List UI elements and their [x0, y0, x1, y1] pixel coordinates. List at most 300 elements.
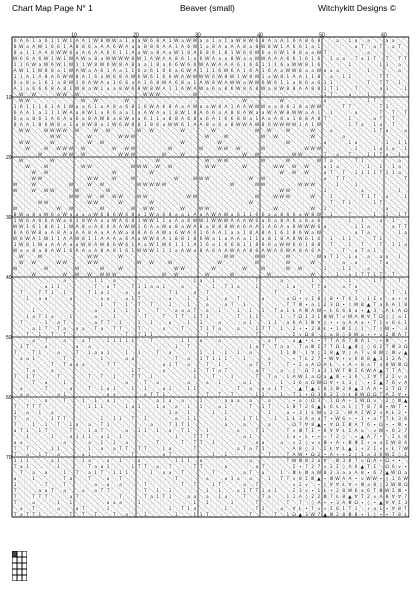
stitch-symbol: 3 — [336, 470, 339, 476]
stitch-symbol: a — [100, 447, 103, 452]
stitch-symbol: 1 — [45, 44, 48, 50]
stitch-symbol: 1 — [69, 314, 72, 320]
stitch-symbol: Ł — [310, 410, 314, 416]
stitch-diagonal — [44, 302, 48, 306]
stitch-symbol: 1 — [125, 68, 128, 74]
stitch-symbol: T — [174, 362, 178, 368]
stitch-symbol: 8 — [82, 236, 85, 242]
stitch-symbol: 1 — [274, 236, 277, 242]
stitch-diagonal — [373, 62, 377, 66]
stitch-symbol: A — [255, 224, 259, 230]
stitch-symbol: T — [360, 272, 364, 278]
stitch-symbol: a — [131, 39, 134, 44]
stitch-symbol: 3 — [379, 356, 382, 362]
stitch-diagonal — [342, 80, 346, 84]
stitch-diagonal — [342, 188, 346, 192]
stitch-symbol: 1 — [51, 290, 54, 296]
stitch-diagonal — [125, 482, 129, 486]
stitch-symbol: v — [404, 297, 407, 302]
stitch-symbol: ▲ — [317, 405, 321, 410]
stitch-diagonal — [75, 386, 79, 390]
stitch-diagonal — [342, 68, 346, 72]
stitch-symbol: a — [255, 441, 258, 446]
stitch-symbol: 2 — [386, 482, 389, 488]
stitch-diagonal — [118, 368, 122, 372]
stitch-diagonal — [329, 284, 333, 288]
stitch-diagonal — [360, 278, 364, 282]
stitch-symbol: a — [76, 363, 79, 368]
stitch-symbol: 7 — [386, 416, 389, 422]
stitch-diagonal — [205, 482, 209, 486]
stitch-symbol: 8 — [262, 122, 265, 128]
stitch-symbol: a — [131, 81, 134, 86]
stitch-symbol: 6 — [373, 470, 376, 476]
stitch-symbol: 6 — [26, 218, 29, 224]
stitch-diagonal — [211, 494, 215, 498]
stitch-diagonal — [273, 380, 277, 384]
stitch-diagonal — [100, 392, 104, 396]
stitch-symbol: 1 — [218, 236, 221, 242]
stitch-diagonal — [168, 134, 172, 138]
stitch-symbol: W — [255, 254, 260, 260]
stitch-diagonal — [348, 206, 352, 210]
stitch-symbol: 1 — [107, 350, 110, 356]
stitch-symbol: A — [107, 230, 111, 236]
stitch-diagonal — [118, 386, 122, 390]
stitch-symbol: 1 — [181, 458, 184, 464]
stitch-symbol: 6 — [299, 380, 302, 386]
stitch-diagonal — [56, 314, 60, 318]
stitch-diagonal — [304, 194, 308, 198]
stitch-symbol: 1 — [386, 356, 389, 362]
stitch-symbol: W — [199, 86, 204, 92]
stitch-diagonal — [63, 266, 67, 270]
stitch-diagonal — [87, 266, 91, 270]
stitch-diagonal — [156, 206, 160, 210]
stitch-symbol: 1 — [373, 152, 376, 158]
stitch-symbol: a — [38, 489, 41, 494]
stitch-diagonal — [255, 410, 259, 414]
stitch-symbol: 6 — [156, 44, 159, 50]
stitch-diagonal — [44, 410, 48, 414]
stitch-symbol: A — [243, 218, 247, 224]
stitch-symbol: A — [162, 50, 166, 56]
stitch-diagonal — [38, 380, 42, 384]
stitch-diagonal — [32, 164, 36, 168]
stitch-symbol: T — [285, 428, 289, 434]
stitch-symbol: a — [57, 453, 60, 458]
stitch-diagonal — [131, 98, 135, 102]
stitch-symbol: a — [181, 39, 184, 44]
stitch-diagonal — [348, 230, 352, 234]
stitch-diagonal — [81, 206, 85, 210]
stitch-symbol: a — [169, 447, 172, 452]
stitch-symbol: 8 — [268, 236, 271, 242]
stitch-symbol: A — [404, 380, 408, 386]
stitch-diagonal — [19, 500, 23, 504]
stitch-diagonal — [360, 86, 364, 90]
stitch-symbol: T — [118, 494, 122, 500]
stitch-symbol: a — [26, 453, 29, 458]
stitch-symbol: 6 — [125, 104, 128, 110]
stitch-symbol: 2 — [336, 410, 339, 416]
stitch-diagonal — [348, 176, 352, 180]
stitch-symbol: 8 — [218, 224, 221, 230]
stitch-diagonal — [38, 140, 42, 144]
stitch-diagonal — [366, 86, 370, 90]
stitch-symbol: 1 — [131, 242, 134, 248]
stitch-symbol: 1 — [51, 56, 54, 62]
stitch-symbol: 1 — [324, 206, 327, 212]
stitch-symbol: a — [237, 399, 240, 404]
stitch-diagonal — [323, 272, 327, 276]
stitch-symbol: A — [138, 242, 142, 248]
stitch-diagonal — [193, 458, 197, 462]
stitch-symbol: T — [87, 290, 91, 296]
stitch-diagonal — [100, 146, 104, 150]
stitch-symbol: W — [292, 164, 297, 170]
stitch-symbol: 8 — [138, 230, 141, 236]
stitch-diagonal — [366, 134, 370, 138]
stitch-symbol: 1 — [379, 320, 382, 326]
stitch-symbol: ∙ — [379, 477, 382, 482]
stitch-symbol: A — [255, 230, 259, 236]
stitch-symbol: ◊ — [380, 482, 383, 488]
stitch-diagonal — [137, 494, 141, 498]
stitch-diagonal — [230, 482, 234, 486]
stitch-diagonal — [211, 338, 215, 342]
stitch-symbol: a — [150, 285, 153, 290]
stitch-symbol: 1 — [156, 494, 159, 500]
stitch-diagonal — [366, 158, 370, 162]
stitch-diagonal — [118, 170, 122, 174]
stitch-symbol: 8 — [113, 104, 116, 110]
stitch-symbol: 1 — [181, 50, 184, 56]
stitch-symbol: 1 — [14, 482, 17, 488]
stitch-symbol: W — [310, 206, 315, 212]
stitch-diagonal — [230, 98, 234, 102]
stitch-symbol: W — [304, 230, 309, 236]
stitch-symbol: 1 — [175, 458, 178, 464]
stitch-diagonal — [106, 134, 110, 138]
stitch-symbol: 2 — [373, 410, 376, 416]
stitch-symbol: a — [20, 249, 23, 254]
stitch-diagonal — [205, 194, 209, 198]
stitch-symbol: 8 — [181, 80, 184, 86]
stitch-diagonal — [69, 482, 73, 486]
stitch-diagonal — [230, 452, 234, 456]
stitch-diagonal — [162, 140, 166, 144]
stitch-symbol: 6 — [392, 320, 395, 326]
stitch-diagonal — [236, 404, 240, 408]
stitch-diagonal — [199, 182, 203, 186]
stitch-diagonal — [273, 434, 277, 438]
stitch-symbol: v — [293, 483, 296, 488]
stitch-symbol: W — [13, 182, 18, 188]
stitch-symbol: a — [224, 237, 227, 242]
stitch-symbol: 1 — [367, 296, 370, 302]
stitch-diagonal — [199, 482, 203, 486]
stitch-symbol: 6 — [144, 104, 147, 110]
stitch-diagonal — [249, 254, 253, 258]
stitch-symbol: T — [360, 44, 364, 50]
stitch-diagonal — [180, 476, 184, 480]
stitch-symbol: a — [113, 393, 116, 398]
stitch-symbol: a — [169, 429, 172, 434]
stitch-symbol: T — [254, 278, 258, 284]
stitch-symbol: a — [51, 315, 54, 320]
stitch-diagonal — [317, 92, 321, 96]
stitch-diagonal — [267, 164, 271, 168]
stitch-diagonal — [397, 50, 401, 54]
stitch-symbol: T — [205, 392, 209, 398]
stitch-diagonal — [81, 344, 85, 348]
stitch-symbol: 8 — [187, 50, 190, 56]
stitch-diagonal — [323, 182, 327, 186]
stitch-symbol: ∙ — [355, 435, 358, 440]
stitch-symbol: A — [193, 242, 197, 248]
stitch-symbol: 6 — [268, 68, 271, 74]
stitch-symbol: 1 — [169, 236, 172, 242]
stitch-diagonal — [118, 332, 122, 336]
stitch-diagonal — [56, 308, 60, 312]
stitch-symbol: 6 — [268, 218, 271, 224]
stitch-diagonal — [137, 92, 141, 96]
stitch-diagonal — [13, 344, 17, 348]
stitch-symbol: A — [125, 44, 129, 50]
stitch-symbol: W — [273, 134, 278, 140]
stitch-diagonal — [373, 38, 377, 42]
stitch-symbol: a — [38, 249, 41, 254]
stitch-symbol: a — [218, 57, 221, 62]
stitch-symbol: W — [19, 254, 24, 260]
stitch-symbol: Ω — [404, 344, 408, 350]
stitch-symbol: A — [131, 236, 135, 242]
stitch-symbol: W — [217, 140, 222, 146]
stitch-diagonal — [211, 92, 215, 96]
stitch-diagonal — [156, 332, 160, 336]
stitch-diagonal — [69, 170, 73, 174]
stitch-symbol: W — [403, 446, 408, 452]
stitch-symbol: a — [404, 243, 407, 248]
stitch-symbol: a — [268, 357, 271, 362]
stitch-symbol: a — [386, 195, 389, 200]
stitch-diagonal — [280, 482, 284, 486]
stitch-symbol: 2 — [293, 326, 296, 332]
stitch-symbol: ◊ — [305, 446, 308, 452]
stitch-diagonal — [391, 230, 395, 234]
stitch-symbol: 6 — [14, 110, 17, 116]
stitch-symbol: W — [38, 242, 43, 248]
stitch-diagonal — [348, 260, 352, 264]
stitch-symbol: 1 — [231, 104, 234, 110]
stitch-symbol: 1 — [280, 470, 283, 476]
stitch-symbol: a — [100, 75, 103, 80]
stitch-diagonal — [236, 92, 240, 96]
stitch-diagonal — [63, 404, 67, 408]
stitch-symbol: A — [107, 236, 111, 242]
stitch-symbol: W — [19, 140, 24, 146]
stitch-diagonal — [391, 56, 395, 60]
stitch-symbol: 1 — [187, 410, 190, 416]
stitch-symbol: 1 — [330, 164, 333, 170]
stitch-diagonal — [156, 422, 160, 426]
stitch-diagonal — [187, 200, 191, 204]
stitch-diagonal — [255, 158, 259, 162]
stitch-diagonal — [218, 170, 222, 174]
stitch-symbol: 6 — [125, 242, 128, 248]
stitch-symbol: • — [318, 339, 321, 344]
stitch-diagonal — [149, 188, 153, 192]
stitch-symbol: 1 — [262, 392, 265, 398]
stitch-diagonal — [32, 344, 36, 348]
stitch-symbol: a — [342, 471, 345, 476]
stitch-diagonal — [261, 194, 265, 198]
stitch-diagonal — [211, 170, 215, 174]
stitch-symbol: Ⅲ — [398, 422, 401, 428]
stitch-symbol: a — [262, 237, 265, 242]
stitch-symbol: Ω — [379, 314, 383, 320]
stitch-symbol: A — [57, 104, 61, 110]
stitch-symbol: W — [124, 56, 129, 62]
stitch-symbol: T — [378, 152, 382, 158]
stitch-symbol: W — [205, 236, 210, 242]
stitch-symbol: 1 — [150, 470, 153, 476]
stitch-diagonal — [360, 98, 364, 102]
stitch-symbol: 6 — [187, 116, 190, 122]
stitch-diagonal — [373, 176, 377, 180]
stitch-diagonal — [255, 98, 259, 102]
stitch-diagonal — [143, 260, 147, 264]
stitch-symbol: A — [57, 86, 61, 92]
stitch-diagonal — [255, 272, 259, 276]
stitch-symbol: W — [193, 218, 198, 224]
stitch-diagonal — [366, 218, 370, 222]
stitch-symbol: 1 — [361, 170, 364, 176]
stitch-symbol: A — [386, 308, 390, 314]
stitch-diagonal — [50, 326, 54, 330]
stitch-diagonal — [224, 392, 228, 396]
stitch-symbol: A — [187, 104, 191, 110]
stitch-diagonal — [193, 320, 197, 324]
stitch-diagonal — [205, 278, 209, 282]
stitch-symbol: a — [255, 111, 258, 116]
stitch-symbol: T — [31, 380, 35, 386]
stitch-diagonal — [94, 170, 98, 174]
stitch-diagonal — [56, 152, 60, 156]
stitch-diagonal — [267, 482, 271, 486]
stitch-symbol: 6 — [336, 308, 339, 314]
stitch-diagonal — [360, 128, 364, 132]
stitch-diagonal — [125, 500, 129, 504]
stitch-diagonal — [118, 260, 122, 264]
stitch-symbol: a — [404, 129, 407, 134]
stitch-symbol: a — [187, 357, 190, 362]
stitch-diagonal — [193, 428, 197, 432]
stitch-diagonal — [162, 290, 166, 294]
stitch-diagonal — [13, 164, 17, 168]
stitch-symbol: 1 — [162, 392, 165, 398]
stitch-diagonal — [342, 242, 346, 246]
stitch-symbol: 1 — [249, 344, 252, 350]
stitch-diagonal — [205, 422, 209, 426]
stitch-symbol: a — [162, 111, 165, 116]
stitch-diagonal — [373, 110, 377, 114]
stitch-diagonal — [205, 446, 209, 450]
stitch-diagonal — [44, 98, 48, 102]
stitch-diagonal — [44, 416, 48, 420]
stitch-symbol: 2 — [324, 302, 327, 308]
stitch-symbol: 1 — [82, 62, 85, 68]
stitch-symbol: T — [403, 224, 407, 230]
stitch-symbol: 1 — [293, 380, 296, 386]
stitch-symbol: 1 — [193, 416, 196, 422]
stitch-diagonal — [50, 272, 54, 276]
stitch-symbol: A — [367, 386, 371, 392]
stitch-symbol: W — [224, 158, 229, 164]
stitch-symbol: 3 — [355, 296, 358, 302]
stitch-symbol: 6 — [125, 212, 128, 218]
stitch-diagonal — [162, 302, 166, 306]
stitch-diagonal — [81, 92, 85, 96]
stitch-symbol: W — [112, 38, 117, 44]
stitch-symbol: 6 — [169, 74, 172, 80]
stitch-diagonal — [391, 206, 395, 210]
stitch-symbol: W — [205, 134, 210, 140]
stitch-diagonal — [286, 182, 290, 186]
stitch-symbol: a — [311, 303, 314, 308]
stitch-symbol: ∀ — [330, 428, 334, 434]
stitch-symbol: a — [94, 45, 97, 50]
stitch-diagonal — [218, 92, 222, 96]
stitch-diagonal — [242, 386, 246, 390]
stitch-diagonal — [112, 164, 116, 168]
stitch-symbol: a — [398, 159, 401, 164]
stitch-symbol: 7 — [379, 470, 382, 476]
stitch-symbol: 1 — [57, 284, 60, 290]
stitch-symbol: a — [367, 225, 370, 230]
stitch-symbol: 1 — [38, 332, 41, 338]
stitch-symbol: A — [82, 38, 86, 44]
stitch-symbol: 1 — [249, 320, 252, 326]
stitch-diagonal — [230, 260, 234, 264]
stitch-diagonal — [205, 338, 209, 342]
stitch-diagonal — [385, 92, 389, 96]
stitch-diagonal — [87, 494, 91, 498]
stitch-diagonal — [236, 266, 240, 270]
stitch-symbol: 6 — [361, 368, 364, 374]
stitch-diagonal — [149, 386, 153, 390]
stitch-symbol: W — [180, 140, 185, 146]
column-label: 50 — [319, 33, 325, 39]
stitch-diagonal — [187, 434, 191, 438]
stitch-diagonal — [32, 440, 36, 444]
stitch-diagonal — [193, 452, 197, 456]
stitch-symbol: a — [218, 405, 221, 410]
stitch-symbol: T — [143, 482, 147, 488]
stitch-symbol: a — [243, 435, 246, 440]
stitch-symbol: Ⅲ — [392, 350, 395, 356]
stitch-symbol: T — [75, 350, 79, 356]
stitch-diagonal — [131, 254, 135, 258]
stitch-symbol: 1 — [144, 428, 147, 434]
stitch-symbol: 3 — [373, 452, 376, 458]
stitch-diagonal — [379, 50, 383, 54]
stitch-symbol: a — [200, 459, 203, 464]
stitch-symbol: a — [373, 441, 376, 446]
stitch-diagonal — [38, 440, 42, 444]
stitch-symbol: T — [378, 170, 382, 176]
